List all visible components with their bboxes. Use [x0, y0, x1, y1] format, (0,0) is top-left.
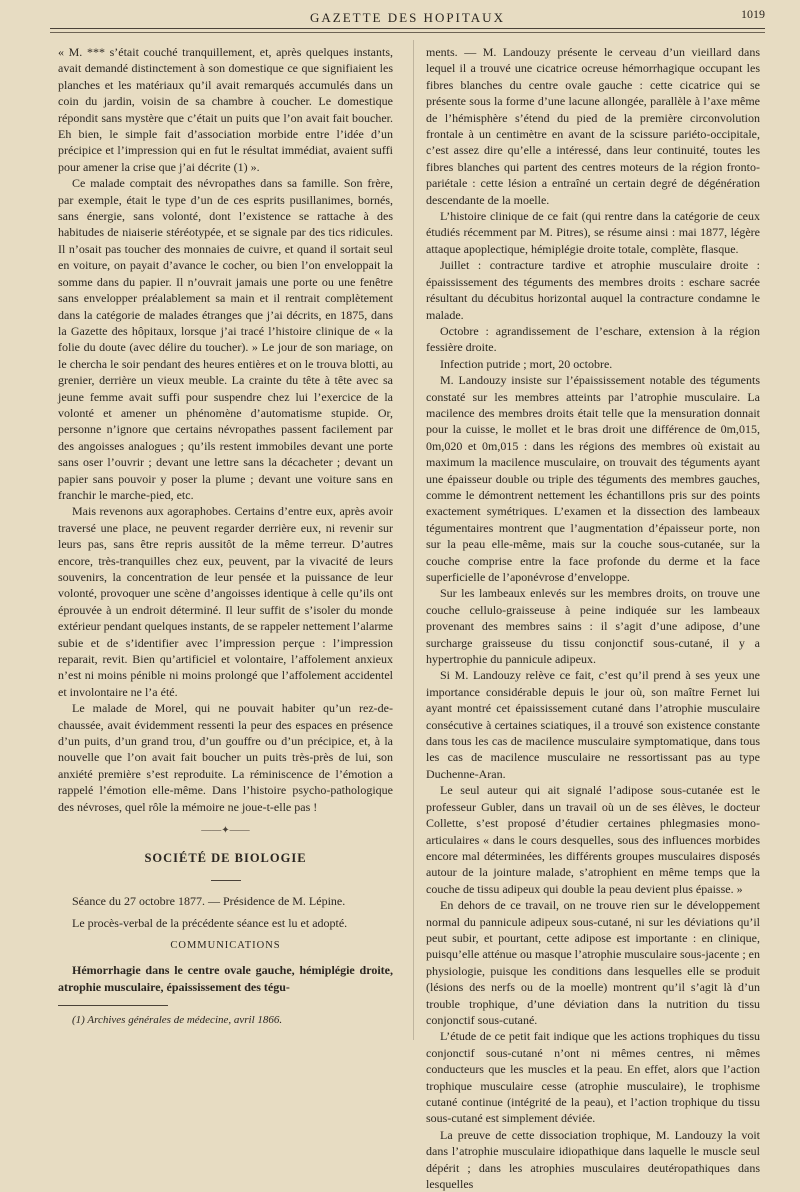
- left-paragraph-1: « M. *** s’était couché tranquillement, et, après quelques instants, avait demandé distinctement à son domestique ce que signifiaient les planches et les matériaux qu’il avait remarqués accumulés dans un coin du jardin, voisin de sa chambre à coucher. Le domestique répondit sans mystère que c’était un puits que l’on avait fait boucher. Eh bien, le simple fait d’association morbide entre l’idée d’un précipice et l’impression qui en fut le résultat immédiat, avaient suffi pour amener la crise que j’ai décrite (1) ».: [58, 45, 393, 174]
- page-number: 1019: [741, 7, 765, 21]
- header-rule: [50, 32, 765, 33]
- right-paragraph-10: En dehors de ce travail, on ne trouve rien sur le développement normal du pannicule adipeux sous-cutané, ni sur les déviations qu’il peut subir, et pourtant, cette adipose est importante : en clinique, puisqu’elle atténue ou masque l’atrophie musculaire sous-jacente ; en physiologie, puisque les conditions dans lesquelles elle se produit (lésions des nerfs ou de la moelle) montrent qu’il s’agit là d’un trouble trophique, d’une déviation dans la nutrition du tissu conjonctif sous-cutané.: [426, 898, 760, 1027]
- left-column: [58, 44, 393, 1028]
- section-divider: ——✦——: [201, 825, 250, 837]
- right-paragraph-4: Octobre : agrandissement de l’eschare, extension à la région fessière droite.: [426, 323, 760, 355]
- communication-title: Hémorrhagie dans le centre ovale gauche, hémiplégie droite, atrophie musculaire, épaississement des tégu-: [58, 963, 393, 994]
- running-title: GAZETTE DES HOPITAUX: [310, 10, 505, 25]
- right-paragraph-12: La preuve de cette dissociation trophique, M. Landouzy la voit dans l’atrophie musculaire idiopathique dans laquelle le muscle seul dépérit ; dans les atrophies musculaires deutéropathiques dans lesquelles: [426, 1127, 760, 1192]
- page-header: [50, 6, 765, 29]
- right-paragraph-2: L’histoire clinique de ce fait (qui rentre dans la catégorie de ceux étudiés récemment par M. Pitres), se résume ainsi : mai 1877, légère attaque apoplectique, hémiplégie droite totale, complète, flasque.: [426, 209, 760, 256]
- communications-heading: COMMUNICATIONS: [170, 939, 281, 951]
- left-paragraph-4: Le malade de Morel, qui ne pouvait habiter qu’un rez-de-chaussée, avait évidemment ressenti la peur des espaces en présence d’un puits, d’un grand trou, d’un gouffre ou d’un précipice, et, à la nouvelle que l’on avait fait boucher un puits très-près de lui, son anxiété première s’est reproduite. La réminiscence de l’émotion a rappelé l’émotion elle-même. Dans l’histoire psycho-pathologique des névroses, quel rôle la mémoire ne joue-t-elle pas !: [58, 701, 393, 814]
- right-paragraph-11: L’étude de ce petit fait indique que les actions trophiques du tissu conjonctif sous-cutané n’ont ni mêmes centres, ni mêmes conducteurs que les muscles et la peau. En effet, alors que l’action trophique musculaire cesse (atrophie musculaire), le trophisme cutané continue (intégrité de la peau), et l’action trophique du tissu sous-cutané est simplement déviée.: [426, 1029, 760, 1126]
- footnote-rule: [58, 1005, 168, 1006]
- proces-verbal-line: Le procès-verbal de la précédente séance est lu et adopté.: [72, 916, 348, 931]
- left-paragraph-2: Ce malade comptait des névropathes dans sa famille. Son frère, par exemple, était le type d’un de ces esprits pusillanimes, bornés, sans énergie, sans volonté, dont l’existence se rattache à des habitudes de niaiserie stéréotypée, et se signale par des tics ridicules. Il n’osait pas toucher des monnaies de cuivre, et quand il sortait seul en voiture, on payait d’avance le cocher, ou bien l’on enveloppait la somme dans du papier. Il n’ouvrait jamais une porte ou une fenêtre sans envelopper préalablement sa main et il rentrait complètement dans la catégorie de malades étranges que j’ai décrits, en 1875, dans la Gazette des hôpitaux, lorsque j’ai tracé l’histoire clinique de « la folie du doute (avec délire du toucher). » Le jour de son mariage, on le chercha le soir pendant des heures entières et on le trouva blotti, au grenier, derrière un vieux meuble. La crainte du tête à tête avec sa jeune femme avait suffi pour suspendre chez lui l’exercice de la volonté et amener un phénomène d’automatisme stupide. Or, personne n’ignore que certains névropathes passent facilement par des angoisses analogues ; qu’ils restent immobiles devant une porte sans oser l’ouvrir ; devant une lettre sans la décacheter ; devant un papier sans pouvoir y poser la plume ; devant une voiture sans en franchir le marche-pied, etc.: [58, 176, 393, 502]
- right-column: [426, 44, 760, 1192]
- right-paragraph-1: ments. — M. Landouzy présente le cerveau d’un vieillard dans lequel il a trouvé une cicatrice ocreuse hémorrhagique occupant les fibres blanches du centre ovale gauche : cette cicatrice qui se présente sous la forme d’une lacune allongée, parallèle à l’axe même de l’hémisphère s’étend du pied de la première circonvolution frontale à un centimètre en avant de la scissure pariéto-occipitale, c’est assez dire qu’elle a intéressé, dans leur continuité, toutes les fibres blanches qui partent des centres moteurs de la région fronto-pariétale : cette lésion a entraîné un certain degré de dégénération descendante de la moelle.: [426, 45, 760, 207]
- right-paragraph-3: Juillet : contracture tardive et atrophie musculaire droite : épaississement des téguments des membres droits : eschare sacrée résultant du décubitus horizontal auquel la contracture condamne le malade.: [426, 258, 760, 322]
- left-paragraph-3: Mais revenons aux agoraphobes. Certains d’entre eux, après avoir traversé une place, ne peuvent regarder derrière eux, ni revenir sur leurs pas, sans être repris aussitôt de la même terreur. D’autres encore, très-tranquilles chez eux, peuvent, par la vivacité de leurs souvenirs, la concentration de leur pensée et la puissance de leur volonté, provoquer une scène d’angoisses identique à celle qu’ils ont éprouvée à un endroit déterminé. Il leur suffit de s’isoler du monde extérieur pendant quelques instants, de se rappeler nettement l’alarme subie et de s’identifier avec l’impression perçue : l’impression reparait, revit. Bien qu’artificiel et volontaire, l’affolement anxieux n’est ni moins pénible ni moins prolongé que l’affolement accidentel et involontaire ne l’a été.: [58, 504, 393, 699]
- right-paragraph-6: M. Landouzy insiste sur l’épaississement notable des téguments constaté sur les membres atteints par l’atrophie musculaire. La macilence des membres droits était telle que la mensuration donnait pour la cuisse, le mollet et le bras droit une différence de 0m,015, 0m,020 et 0m,015 : dans les régions des membres où existait au maximum la macilence musculaire, on trouvait des téguments ayant une épaisseur double ou triple des téguments des membres gauches, comme le démontrent nettement les échantillons pris sur des points exactement symétriques. L’examen et la dissection des lambeaux tégumentaires montrent que l’augmentation d’épaisseur porte, non sur la peau elle-même, mais sur la couche sous-cutanée, sur la couche comprise entre la face profonde du derme et la face superficielle de l’aponévrose d’enveloppe.: [426, 373, 760, 584]
- right-paragraph-8: Si M. Landouzy relève ce fait, c’est qu’il prend à ses yeux une importance considérable depuis le jour où, son maître Fernet lui ayant montré cet épaississement cutané dans l’atrophie musculaire consécutive à certaines sciatiques, il a trouvé son existence constante dans tous les cas de macilence musculaire symptomatique, dans tous les cas de macilence musculaire ne ressortissant pas au type Duchenne-Aran.: [426, 668, 760, 781]
- column-separator: [413, 40, 414, 1040]
- short-rule: [211, 880, 241, 881]
- right-paragraph-9: Le seul auteur qui ait signalé l’adipose sous-cutanée est le professeur Gubler, dans un travail où un de ses élèves, le docteur Collette, s’est proposé d’étudier certaines phlegmasies mono-articulaires « dans le cours desquelles, sous des influences morbides encore mal déterminées, les différents groupes musculaires disposés autour de la jointure malade, s’atrophient en même temps que la couche de tissu adipeux qui double la peau devient plus épaisse. »: [426, 783, 760, 896]
- section-title: SOCIÉTÉ DE BIOLOGIE: [144, 850, 307, 865]
- right-paragraph-7: Sur les lambeaux enlevés sur les membres droits, on trouve une couche cellulo-graisseuse à peine indiquée sur les lambeaux provenant des membres sains : il s’agit d’une adipose, d’une surcharge graisseuse du tissu conjonctif sous-cutané, il y a hypertrophie du pannicule adipeux.: [426, 586, 760, 667]
- right-paragraph-5: Infection putride ; mort, 20 octobre.: [440, 356, 613, 371]
- seance-line: Séance du 27 octobre 1877. — Présidence de M. Lépine.: [72, 893, 346, 908]
- footnote: (1) Archives générales de médecine, avril 1866.: [72, 1013, 283, 1026]
